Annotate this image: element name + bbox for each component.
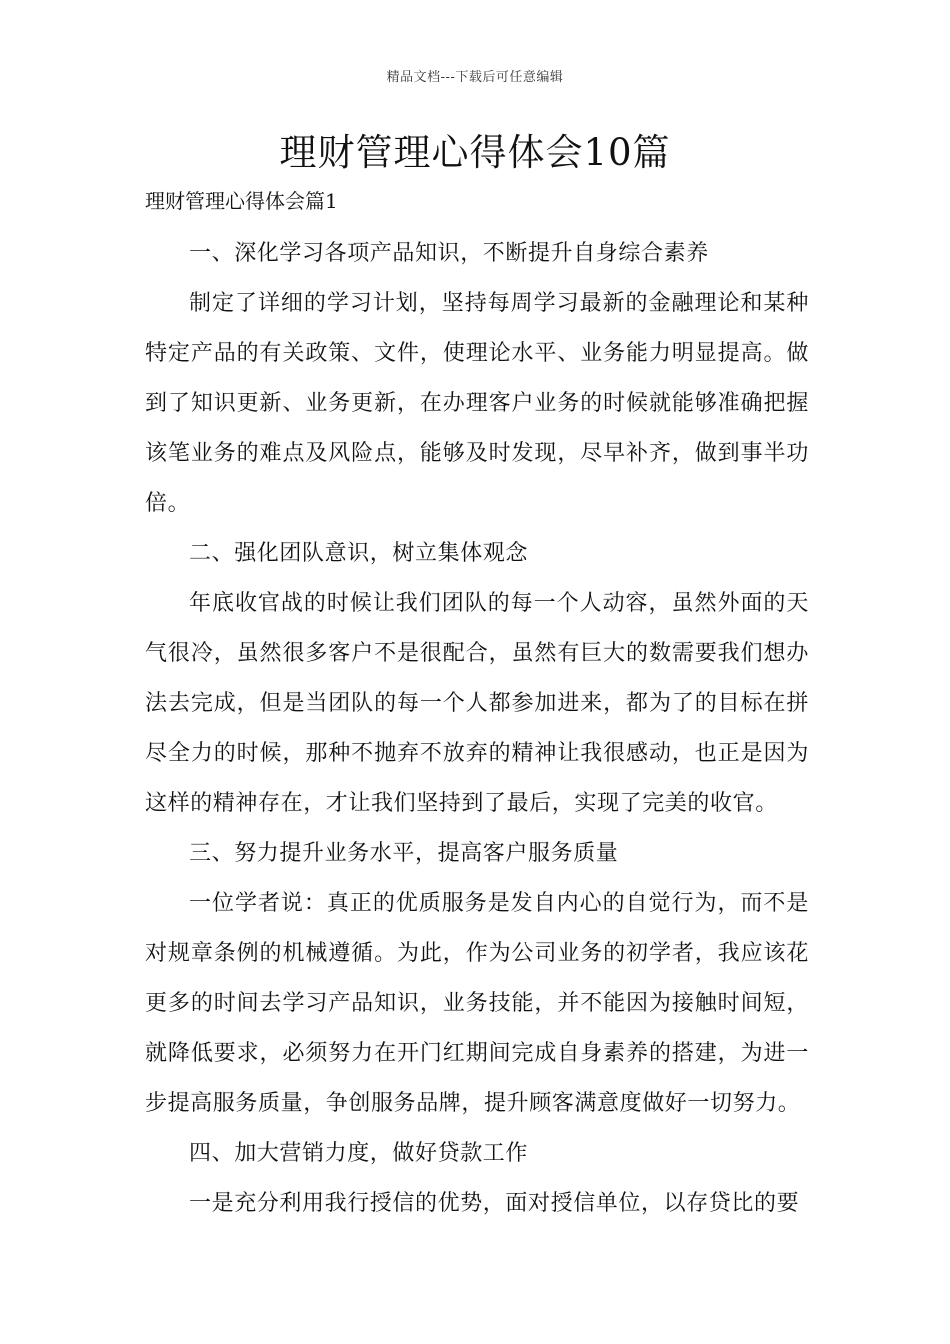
- body-paragraph-3: 一位学者说：真正的优质服务是发自内心的自觉行为，而不是对规章条例的机械遵循。为此，作为公司业务的初学者，我应该花更多的时间去学习产品知识，业务技能，并不能因为接触时间短，就降低要求，必须努力在开门红期间完成自身素养的搭建，为进一步提高服务质量，争创服务品牌，提升顾客满意度做好一切努力。: [145, 891, 809, 1116]
- document-body: [145, 183, 809, 1229]
- body-paragraph-2: 年底收官战的时候让我们团队的每一个人动容，虽然外面的天气很冷，虽然很多客户不是很配合，虽然有巨大的数需要我们想办法去完成，但是当团队的每一个人都参加进来，都为了的目标在拼尽全力的时候，那种不抛弃不放弃的精神让我很感动，也正是因为这样的精神存在，才让我们坚持到了最后，实现了完美的收官。: [145, 591, 809, 816]
- body-paragraph-4: 一是充分利用我行授信的优势，面对授信单位，以存贷比的要: [189, 1191, 800, 1216]
- section-heading-4: 四、加大营销力度，做好贷款工作: [189, 1141, 529, 1166]
- section-heading-1: 一、深化学习各项产品知识，不断提升自身综合素养: [189, 241, 709, 266]
- section-heading-3: 三、努力提升业务水平，提高客户服务质量: [189, 841, 619, 866]
- section-heading-2: 二、强化团队意识，树立集体观念: [189, 541, 529, 566]
- document-title: 理财管理心得体会10篇: [279, 131, 671, 174]
- header-note: 精品文档---下载后可任意编辑: [386, 70, 564, 85]
- body-paragraph-1: 制定了详细的学习计划，坚持每周学习最新的金融理论和某种特定产品的有关政策、文件，使理论水平、业务能力明显提高。做到了知识更新、业务更新，在办理客户业务的时候就能够准确把握该笔业务的难点及风险点，能够及时发现，尽早补齐，做到事半功倍。: [145, 291, 809, 516]
- section-subtitle: 理财管理心得体会篇1: [145, 189, 338, 213]
